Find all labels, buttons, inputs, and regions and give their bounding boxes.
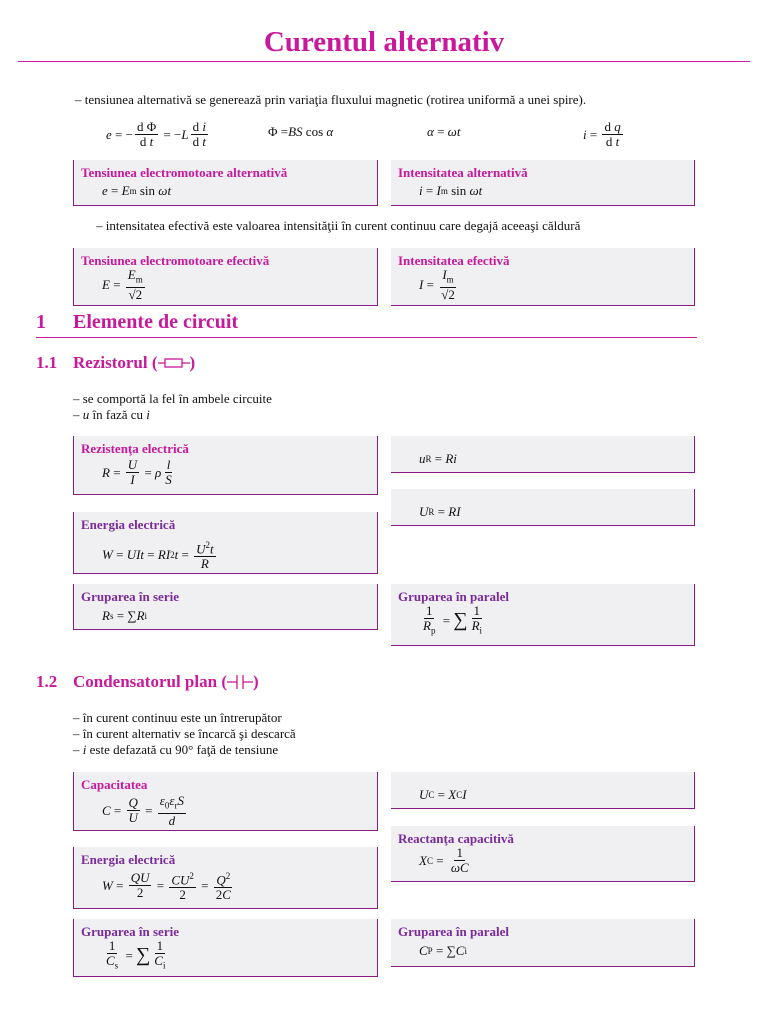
formula-flux: Φ = BS cos α (268, 124, 334, 139)
box-UR (391, 489, 695, 526)
section-1-title: Elemente de circuit (73, 311, 239, 333)
sub-1-1-title (73, 353, 195, 373)
formula-W-R: W = UIt = RI 2 t = $\frac{U^2t}{R}$ (102, 540, 214, 572)
formula-i-alt: i = I m sin ωt (419, 183, 483, 198)
formula-E-ef: E = $\frac{E_m}{√2}$ (102, 267, 143, 302)
rez-note-2: – u în fază cu i (73, 407, 150, 422)
sub-1-1-number: 1.1 (36, 353, 58, 372)
box-int-efectiva (391, 248, 695, 306)
box-paralel-1 (391, 584, 695, 646)
cond-note-3: – i este defazată cu 90° faţă de tensiune (73, 742, 279, 757)
box-energie-2 (73, 847, 378, 909)
sub-1-2-title-close: ) (252, 672, 259, 691)
formula-C: C = $\frac{Q}{U}$ = $\frac{\varepsilon_0\varepsilon_rS}{d}$ (102, 793, 184, 828)
sub-1-1-title-text: Rezistorul ( (73, 353, 158, 372)
formula-UR: U R = RI (419, 504, 461, 519)
box-title: Gruparea în paralel (398, 589, 509, 604)
box-title: Intensitatea alternativă (398, 165, 528, 180)
box-serie-1 (73, 584, 378, 630)
title-rule (18, 61, 750, 62)
box-title: Intensitatea efectivă (398, 253, 510, 268)
box-UC (391, 772, 695, 809)
box-paralel-2 (391, 919, 695, 967)
page-title: Curentul alternativ (263, 26, 505, 58)
formula-I-ef: I = $\frac{I_m}{√2}$ (419, 267, 455, 302)
formula-UC: U C = X C I (419, 787, 467, 802)
box-tem-efectiva (73, 248, 378, 306)
section-1-number: 1 (36, 311, 46, 333)
box-title: Energia electrică (81, 517, 176, 532)
box-energie-1 (73, 512, 378, 574)
sub-1-1-title-close: ) (189, 353, 196, 372)
formula-W-C: W = $\frac{QU}{2}$ = $\frac{CU^2}{2}$ = $\frac{Q^2}{2C}$ (102, 870, 231, 903)
formula-Rs: R s = ∑ R i (102, 608, 148, 623)
box-title: Gruparea în serie (81, 589, 179, 604)
formula-alpha: α = ωt (427, 124, 461, 139)
formula-XC: X C = $\frac{1}{\omega C}$ (419, 845, 469, 875)
formula-Cs: $\frac{1}{C_s}$ = ∑ $\frac{1}{C_i}$ (106, 938, 166, 971)
cond-note-1: – în curent continuu este un întrerupător (73, 710, 282, 725)
formula-Cp: C P = ∑ C i (419, 943, 467, 958)
formula-i: i = $\frac{\text{d q}}{\text{d t}}$ (583, 119, 621, 149)
box-title: Energia electrică (81, 852, 176, 867)
section-rule (36, 337, 697, 338)
sub-1-2-title-text: Condensatorul plan ( (73, 672, 227, 691)
box-int-alternativa (391, 160, 695, 206)
box-title: Reactanţa capacitivă (398, 831, 514, 846)
rez-note-1: – se comportă la fel în ambele circuite (73, 391, 272, 406)
cond-note-2: – în curent alternativ se încarcă şi descarcă (73, 726, 296, 741)
box-uR (391, 436, 695, 473)
box-title: Tensiunea electromotoare efectivă (81, 253, 270, 268)
box-title: Rezistenţa electrică (81, 441, 189, 456)
box-title: Capacitatea (81, 777, 148, 792)
formula-e-alt: e = E m sin ωt (102, 183, 172, 198)
intro-line-2: – intensitatea efectivă este valoarea intensităţii în curent continuu care degajă aceeaşi căldură (96, 218, 581, 233)
formula-e-induction: e = − $\frac{\text{d Φ}}{\text{d t}}$ = − L $\frac{\text{d i}}{\text{d t}}$ (106, 119, 206, 149)
intro-line-1: – tensiunea alternativă se generează prin variaţia fluxului magnetic (rotirea uniformă a unei spire). (75, 92, 587, 107)
formula-Rp: $\frac{1}{R_p}$ = ∑ $\frac{1}{R_i}$ (423, 603, 483, 636)
box-serie-2 (73, 919, 378, 977)
formula-R: R = $\frac{U}{I}$ = ρ $\frac{l}{S}$ (102, 457, 172, 487)
formula-uR: u R = Ri (419, 451, 457, 466)
box-title: Gruparea în paralel (398, 924, 509, 939)
resistor-icon (158, 356, 190, 370)
capacitor-icon (227, 674, 253, 690)
sub-1-2-title (73, 672, 259, 692)
box-title: Gruparea în serie (81, 924, 179, 939)
box-capacitatea (73, 772, 378, 831)
box-tem-alternativa (73, 160, 378, 206)
sub-1-2-number: 1.2 (36, 672, 58, 691)
box-title: Tensiunea electromotoare alternativă (81, 165, 288, 180)
box-rezistenta (73, 436, 378, 495)
box-reactanta (391, 826, 695, 882)
